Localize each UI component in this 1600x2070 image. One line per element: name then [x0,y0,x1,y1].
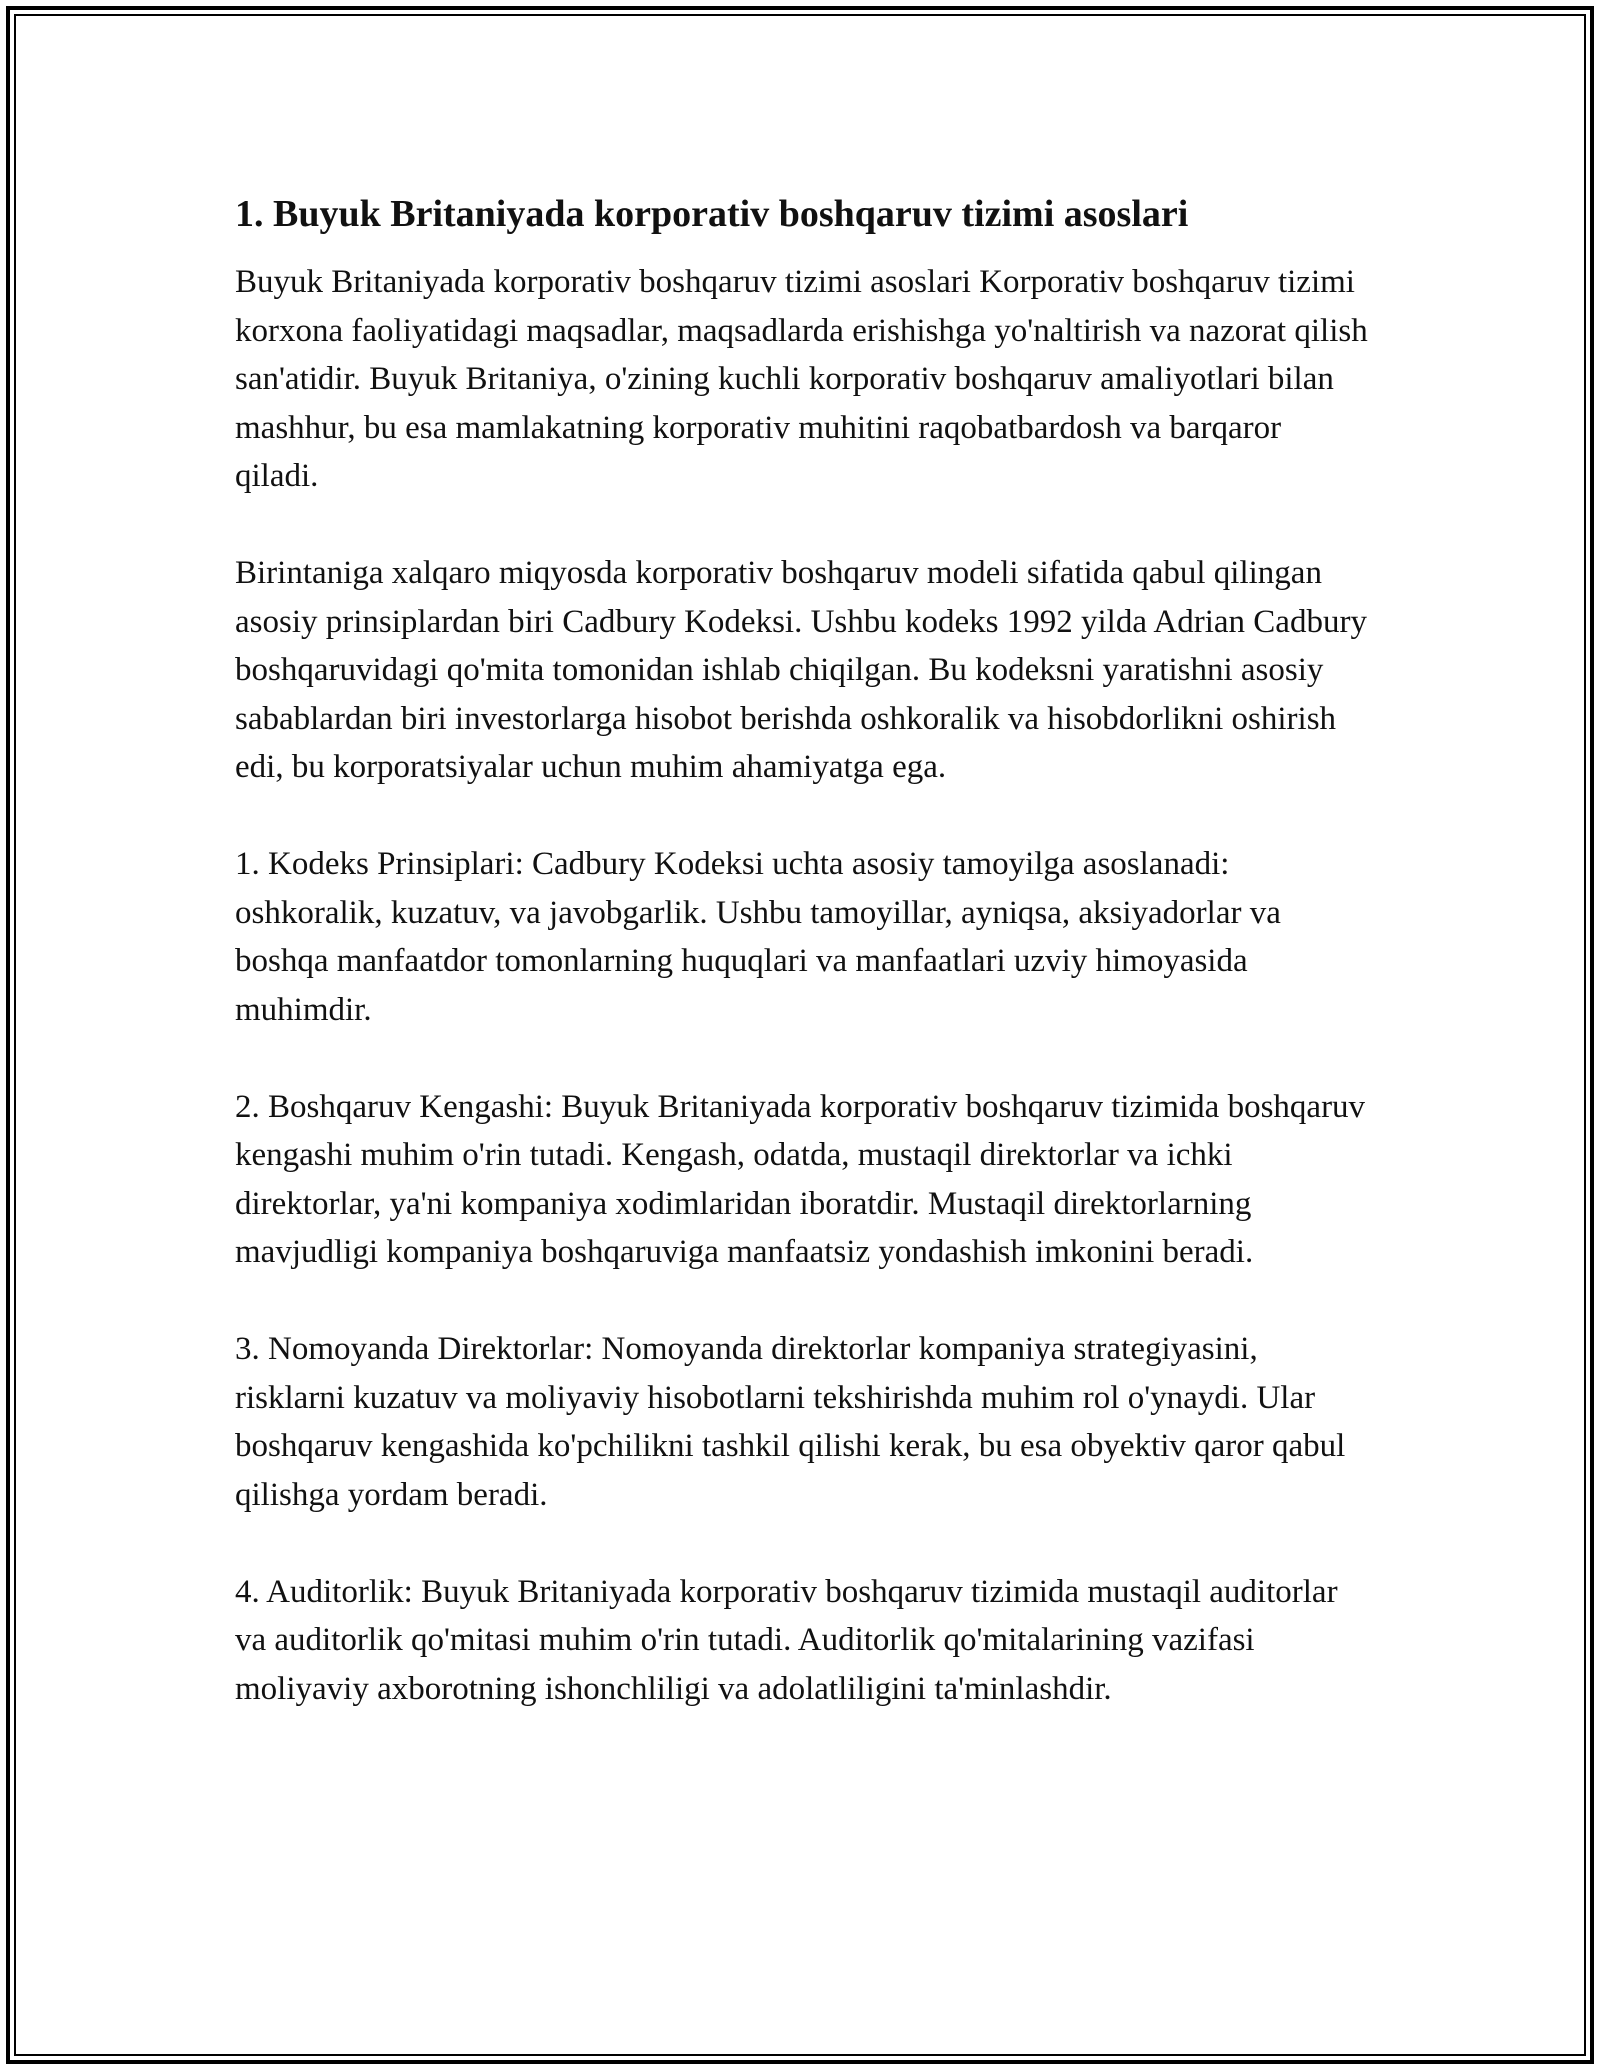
paragraph-directors: 3. Nomoyanda Direktorlar: Nomoyanda direktorlar kompaniya strategiyasini, risklarni kuzatuv va moliyaviy hisobotlarni tekshirishda muhim rol o'ynaydi. Ular boshqaruv kengashida ko'pchilikni tashkil qilishi kerak, bu esa obyektiv qaror qabul qilishga yordam beradi. [235,1331,1346,1513]
paragraph-code-principles: 1. Kodeks Prinsiplari: Cadbury Kodeksi uchta asosiy tamoyilga asoslanadi: oshkoralik, kuzatuv, va javobgarlik. Ushbu tamoyillar, ayniqsa, aksiyadorlar va boshqa manfaatdor tomonlarning huquqlari va manfaatlari uzviy himoyasida muhimdir. [235,846,1281,1028]
paragraph-cadbury-code: Birintaniga xalqaro miqyosda korporativ boshqaruv modeli sifatida qabul qilingan asosiy prinsiplardan biri Cadbury Kodeksi. Ushbu kodeks 1992 yilda Adrian Cadbury boshqaruvidagi qo'mita tomonidan ishlab chiqilgan. Bu kodeksni yaratishni asosiy sabablardan biri investorlarga hisobot berishda oshkoralik va hisobdorlikni oshirish edi, bu korporatsiyalar uchun muhim ahamiyatga ega. [235,555,1367,785]
document-body [235,188,1370,1762]
paragraph-intro: Buyuk Britaniyada korporativ boshqaruv tizimi asoslari Korporativ boshqaruv tizimi korxona faoliyatidagi maqsadlar, maqsadlarda erishishga yo'naltirish va nazorat qilish san'atidir. Buyuk Britaniya, o'zining kuchli korporativ boshqaruv amaliyotlari bilan mashhur, bu esa mamlakatning korporativ muhitini raqobatbardosh va barqaror qiladi. [235,264,1368,494]
paragraph-audit: 4. Auditorlik: Buyuk Britaniyada korporativ boshqaruv tizimida mustaqil auditorlar va auditorlik qo'mitasi muhim o'rin tutadi. Auditorlik qo'mitalarining vazifasi moliyaviy axborotning ishonchliligi va adolatliligini ta'minlashdir. [235,1573,1338,1707]
paragraph-board: 2. Boshqaruv Kengashi: Buyuk Britaniyada korporativ boshqaruv tizimida boshqaruv kengashi muhim o'rin tutadi. Kengash, odatda, mustaqil direktorlar va ichki direktorlar, ya'ni kompaniya xodimlaridan iboratdir. Mustaqil direktorlarning mavjudligi kompaniya boshqaruviga manfaatsiz yondashish imkonini beradi. [235,1088,1366,1270]
document-heading: 1. Buyuk Britaniyada korporativ boshqaruv tizimi asoslari [235,193,1189,235]
